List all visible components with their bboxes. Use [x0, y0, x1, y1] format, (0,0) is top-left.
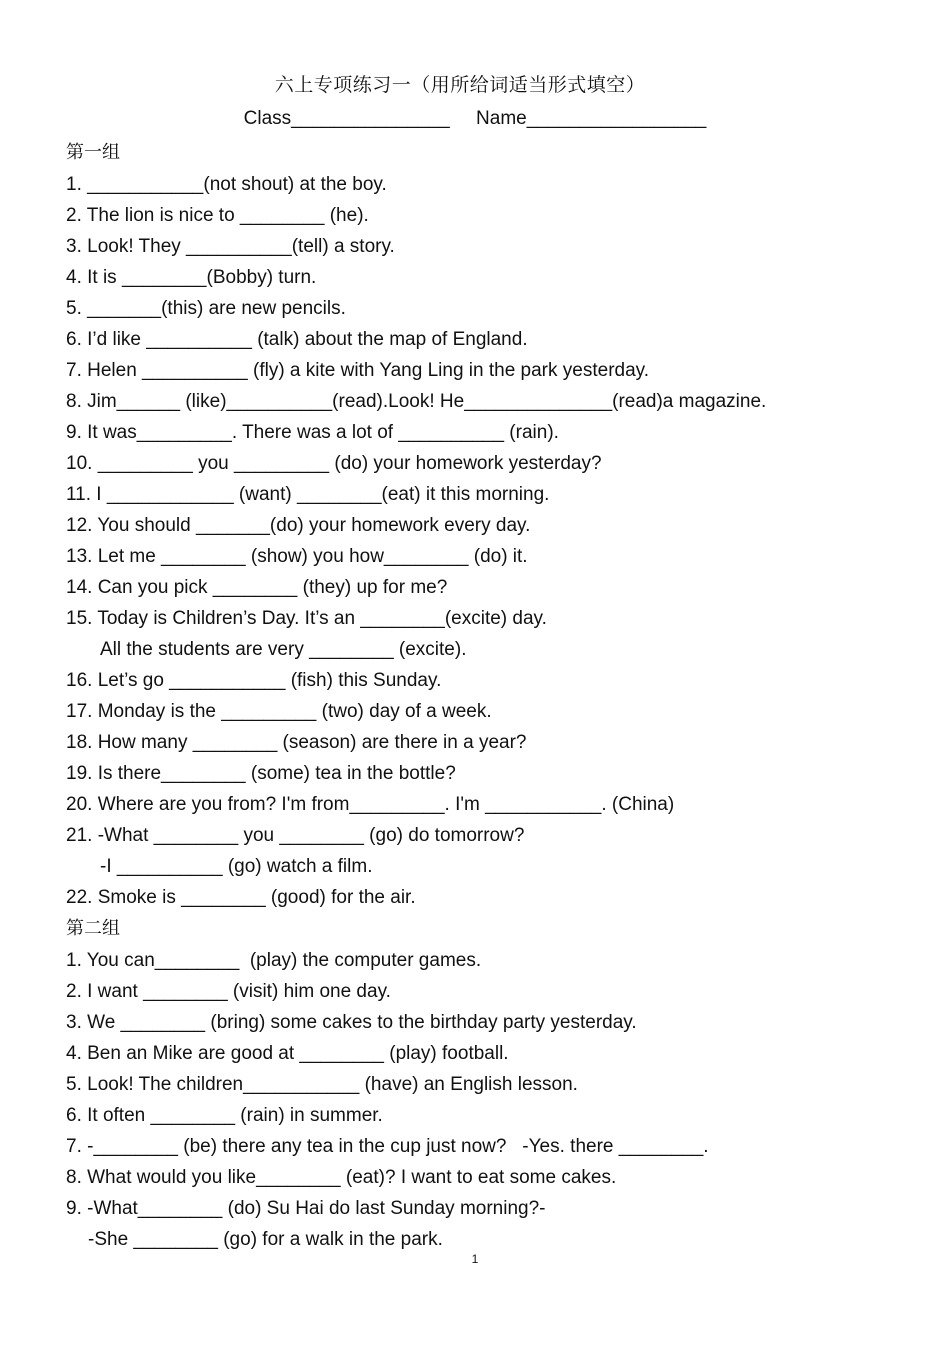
exercise-item: 13. Let me ________ (show) you how________ (do) it. — [66, 546, 528, 567]
group-heading: 第二组 — [66, 918, 120, 939]
exercise-item: 14. Can you pick ________ (they) up for me? — [66, 577, 448, 598]
exercise-item: 1. You can________ (play) the computer games. — [66, 950, 482, 971]
exercise-item: 9. It was_________. There was a lot of __________ (rain). — [66, 422, 559, 443]
exercise-list — [66, 137, 946, 1255]
exercise-item: 17. Monday is the _________ (two) day of a week. — [66, 701, 492, 722]
exercise-item: 7. -________ (be) there any tea in the cup just now? -Yes. there ________. — [66, 1136, 709, 1157]
exercise-item: 21. -What ________ you ________ (go) do tomorrow? — [66, 825, 525, 846]
page-number: 1 — [471, 1252, 479, 1266]
exercise-item: 10. _________ you _________ (do) your homework yesterday? — [66, 453, 602, 474]
exercise-item: 6. I’d like __________ (talk) about the map of England. — [66, 329, 528, 350]
group-heading: 第一组 — [66, 142, 120, 163]
exercise-item: 8. Jim______ (like)__________(read).Look! He______________(read)a magazine. — [66, 391, 767, 412]
exercise-item: 7. Helen __________ (fly) a kite with Yang Ling in the park yesterday. — [66, 360, 650, 381]
exercise-item: 3. We ________ (bring) some cakes to the birthday party yesterday. — [66, 1012, 637, 1033]
exercise-item: 2. The lion is nice to ________ (he). — [66, 205, 369, 226]
exercise-item-continuation: All the students are very ________ (excite). — [100, 639, 467, 660]
exercise-item: 2. I want ________ (visit) him one day. — [66, 981, 391, 1002]
exercise-item: 1. ___________(not shout) at the boy. — [66, 174, 387, 195]
exercise-item: 4. It is ________(Bobby) turn. — [66, 267, 317, 288]
exercise-item: 5. Look! The children___________ (have) an English lesson. — [66, 1074, 578, 1095]
class-name-line: Class_______________ Name_________________ — [243, 108, 707, 129]
exercise-item-continuation: -She ________ (go) for a walk in the park. — [88, 1229, 443, 1250]
exercise-item: 20. Where are you from? I'm from_________. I'm ___________. (China) — [66, 794, 675, 815]
exercise-item: 5. _______(this) are new pencils. — [66, 298, 346, 319]
exercise-item-continuation: -I __________ (go) watch a film. — [100, 856, 373, 877]
exercise-item: 16. Let’s go ___________ (fish) this Sunday. — [66, 670, 442, 691]
exercise-item: 22. Smoke is ________ (good) for the air. — [66, 887, 416, 908]
exercise-item: 6. It often ________ (rain) in summer. — [66, 1105, 383, 1126]
exercise-item: 9. -What________ (do) Su Hai do last Sunday morning?- — [66, 1198, 546, 1219]
exercise-item: 8. What would you like________ (eat)? I want to eat some cakes. — [66, 1167, 617, 1188]
exercise-item: 18. How many ________ (season) are there in a year? — [66, 732, 527, 753]
page-title: 六上专项练习一（用所给词适当形式填空） — [274, 74, 646, 96]
exercise-item: 19. Is there________ (some) tea in the bottle? — [66, 763, 456, 784]
exercise-item: 4. Ben an Mike are good at ________ (play) football. — [66, 1043, 509, 1064]
exercise-item: 12. You should _______(do) your homework every day. — [66, 515, 531, 536]
exercise-item: 15. Today is Children’s Day. It’s an ________(excite) day. — [66, 608, 547, 629]
exercise-item: 11. I ____________ (want) ________(eat) it this morning. — [66, 484, 550, 505]
exercise-item: 3. Look! They __________(tell) a story. — [66, 236, 395, 257]
